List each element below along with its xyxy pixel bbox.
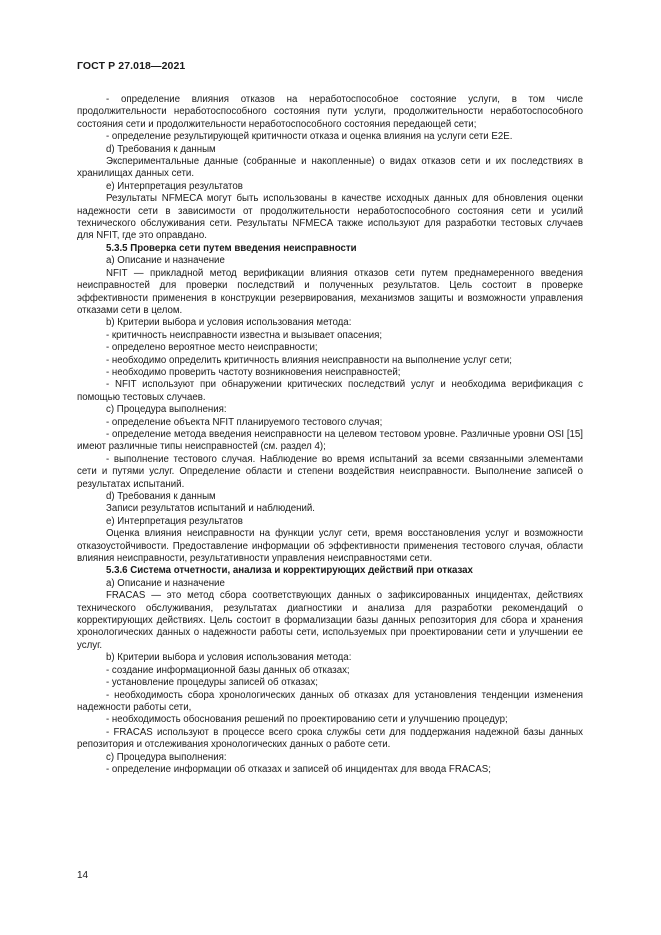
list-item: - определено вероятное место неисправности;	[106, 342, 318, 354]
list-item: - выполнение тестового случая. Наблюдение во время испытаний за всеми связанными элементами сети и путями услуг. Определение области и степени воздействия неисправности. Выполнение записей о результатах испытаний.	[77, 453, 583, 490]
paragraph: c) Процедура выполнения:	[106, 404, 227, 416]
document-header: ГОСТ Р 27.018—2021	[77, 60, 186, 72]
paragraph: c) Процедура выполнения:	[106, 751, 227, 763]
list-item: - определение метода введения неисправности на целевом тестовом уровне. Различные уровни OSI [15] имеют различные типы неисправностей (см. раздел 4);	[77, 428, 583, 453]
paragraph: b) Критерии выбора и условия использования метода:	[106, 317, 352, 329]
list-item: - FRACAS используют в процессе всего срока службы сети для поддержания надежной базы данных репозитория и отслеживания хронологических данных о работе сети.	[77, 726, 583, 751]
page-number: 14	[77, 870, 89, 881]
paragraph: e) Интерпретация результатов	[106, 180, 243, 192]
paragraph: a) Описание и назначение	[106, 577, 225, 589]
list-item: - NFIT используют при обнаружении критических последствий услуг и необходима верификация с помощью тестовых случаев.	[77, 379, 583, 403]
list-item: - установление процедуры записей об отказах;	[106, 677, 318, 689]
list-item: - необходимость сбора хронологических данных об отказах для установления тенденции изменения надежности работы сети,	[77, 689, 583, 713]
list-item: - определение объекта NFIT планируемого тестового случая;	[106, 416, 383, 428]
section-heading: 5.3.6 Система отчетности, анализа и корректирующих действий при отказах	[106, 565, 473, 577]
paragraph: e) Интерпретация результатов	[106, 515, 243, 527]
paragraph: Результаты NFMECA могут быть использованы в качестве исходных данных для обновления оценки надежности сети в зависимости от продолжительности неработоспособного состояния сети и усилий технического обслуживания сети. Результаты NFMECA также используют для разработки тестовых случаев для NFIT, где это оправдано.	[77, 193, 583, 242]
list-item: - необходимость обоснования решений по проектированию сети и улучшению процедур;	[106, 714, 508, 726]
page-content	[77, 94, 583, 776]
list-item: - создание информационной базы данных об отказах;	[106, 664, 350, 676]
paragraph: Оценка влияния неисправности на функции услуг сети, время восстановления услуг и возможности отказоустойчивости. Предоставление информации об эффективности применения тестового случая, области влияния неисправности, результативности управления неисправностями сети.	[77, 528, 583, 565]
paragraph: FRACAS — это метод сбора соответствующих данных о зафиксированных инцидентах, действиях технического обслуживания, результатах диагностики и анализа для разработки рекомендаций о корректирующих действиях. Цель состоит в формализации базы данных репозитория для сбора и хранения хронологических данных о надежности работы сети, используемых при проектировании сети и улучшении ее услуг.	[77, 590, 583, 651]
list-item: - критичность неисправности известна и вызывает опасения;	[106, 329, 383, 341]
paragraph: a) Описание и назначение	[106, 255, 225, 267]
paragraph: - определение влияния отказов на неработоспособное состояние услуги, в том числе продолжительности неработоспособного состояния пути услуги, продолжительности неработоспособного состояния сети и продолжительности неработоспособного состояния передающей сети;	[77, 94, 583, 130]
paragraph: - определение результирующей критичности отказа и оценка влияния на услуги сети E2E.	[106, 131, 513, 143]
paragraph: d) Требования к данным	[106, 491, 216, 502]
list-item: - определение информации об отказах и записей об инцидентах для ввода FRACAS;	[106, 763, 491, 775]
paragraph: d) Требования к данным	[106, 143, 216, 155]
list-item: - необходимо проверить частоту возникновения неисправностей;	[106, 366, 401, 378]
paragraph: Экспериментальные данные (собранные и накопленные) о видах отказов сети и их последствиях в хранилищах данных сети.	[77, 156, 583, 180]
list-item: - необходимо определить критичность влияния неисправности на выполнение услуг сети;	[106, 354, 512, 366]
paragraph: b) Критерии выбора и условия использования метода:	[106, 652, 352, 664]
section-heading: 5.3.5 Проверка сети путем введения неисправности	[106, 242, 357, 254]
paragraph: Записи результатов испытаний и наблюдений.	[106, 503, 315, 515]
paragraph: NFIT — прикладной метод верификации влияния отказов сети путем преднамеренного введения неисправностей для проверки последствий и полученных результатов. Цель состоит в проверке эффективности применения в конструкции резервирования, механизмов защиты и возможности управления отказами сети в целом.	[77, 267, 583, 316]
